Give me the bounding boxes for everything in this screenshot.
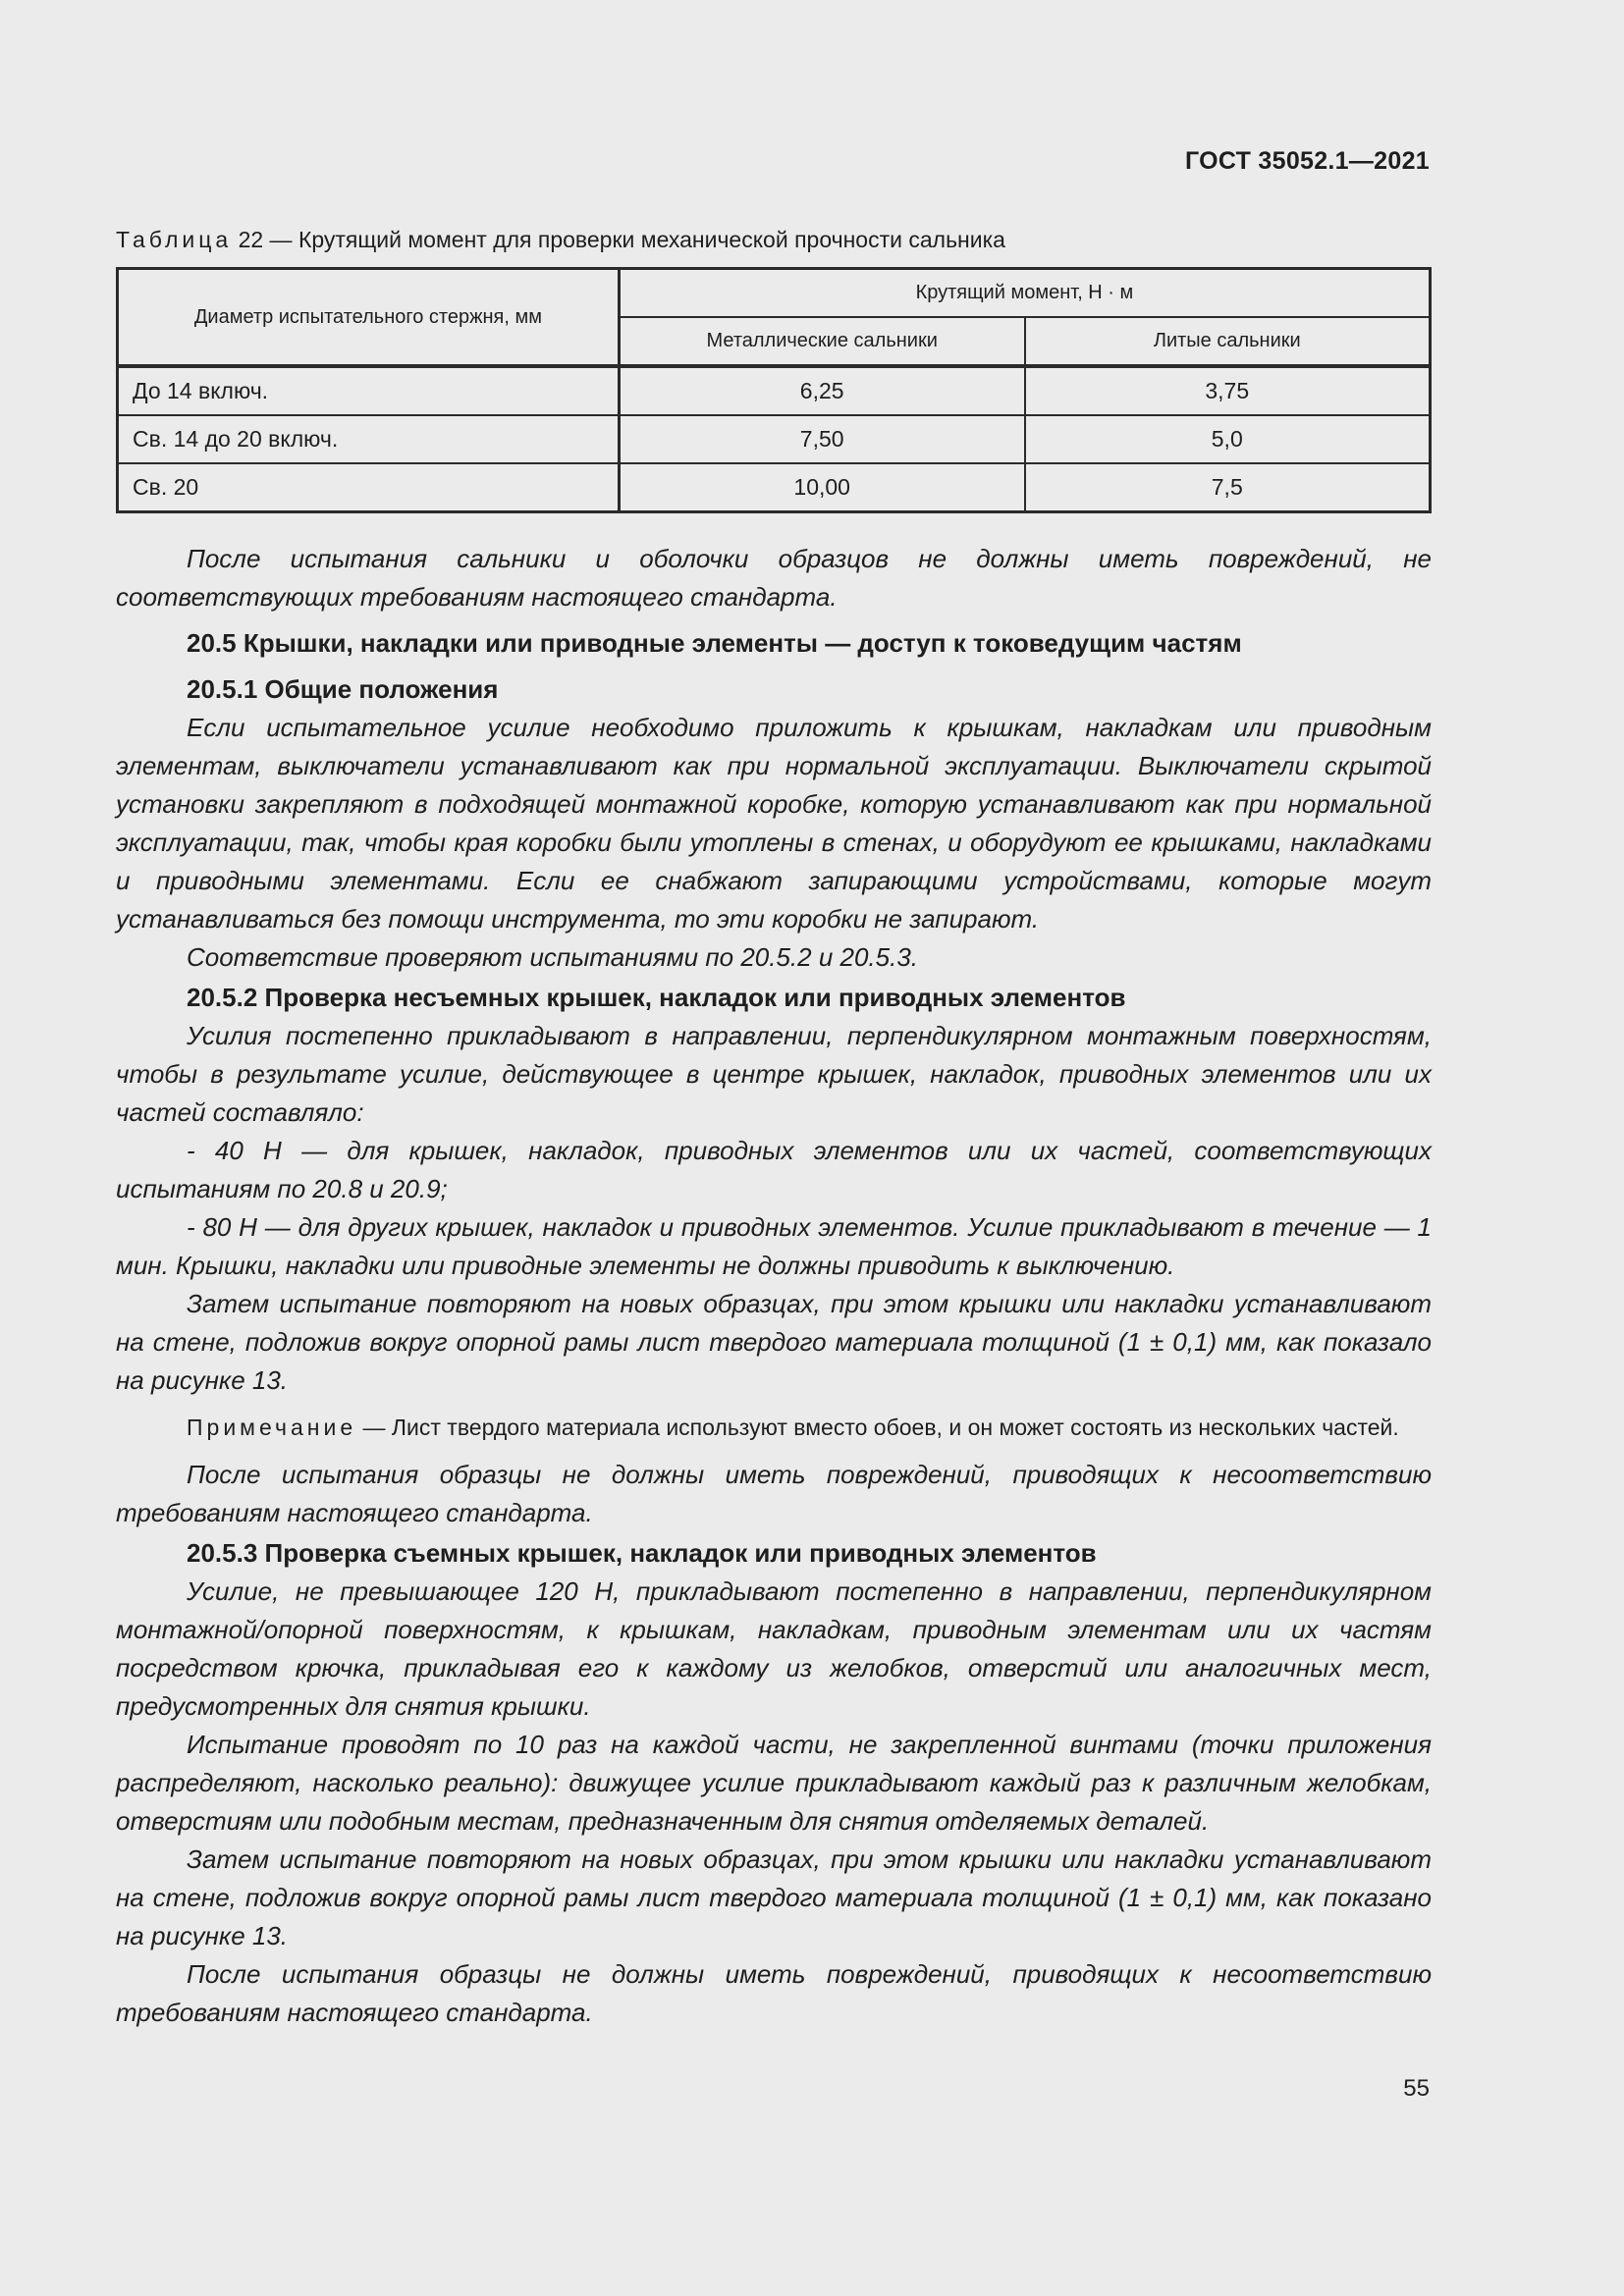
table-caption-label: Таблица (116, 227, 233, 252)
section-heading-20-5: 20.5 Крышки, накладки или приводные элементы — доступ к токоведущим частям (187, 628, 1242, 658)
paragraph: Если испытательное усилие необходимо приложить к крышкам, накладкам или приводным элементам, выключатели устанавливают как при нормальной эксплуатации. Выключатели скрытой установки закрепляют в подходящей монтажной коробке, которую устанавливают как при нормальной эксплуатации, так, чтобы края коробки были утоплены в стенах, и оборудуют ее крышками, накладками и приводными элементами. Если ее снабжают запирающими устройствами, которые могут устанавливаться без помощи инструмента, то эти коробки не запирают. (116, 713, 1432, 934)
cell-metal: 7,50 (619, 415, 1024, 463)
document-header: ГОСТ 35052.1—2021 (1184, 147, 1430, 175)
paragraph: Усилие, не превышающее 120 Н, прикладывают постепенно в направлении, перпендикулярном монтажной/опорной поверхностям, к крышкам, накладкам, приводным элементам или их частям посредством крючка, прикладывая его к каждому из желобков, отверстий или аналогичных мест, предусмотренных для снятия крышки. (116, 1576, 1432, 1721)
list-item: - 80 Н — для других крышек, накладок и приводных элементов. Усилие прикладывают в течение — 1 мин. Крышки, накладки или приводные элементы не должны приводить к выключению. (116, 1212, 1432, 1280)
section-heading-20-5-1: 20.5.1 Общие положения (187, 674, 499, 704)
table-row (118, 463, 1431, 512)
header-torque: Крутящий момент, Н · м (619, 269, 1430, 318)
section-heading-20-5-3: 20.5.3 Проверка съемных крышек, накладок или приводных элементов (187, 1538, 1097, 1568)
header-diameter: Диаметр испытательного стержня, мм (118, 269, 620, 367)
paragraph: Соответствие проверяют испытаниями по 20.5.2 и 20.5.3. (187, 942, 919, 972)
cell-cast: 5,0 (1025, 415, 1431, 463)
cell-cast: 3,75 (1025, 366, 1431, 415)
page-number: 55 (1403, 2075, 1430, 2102)
paragraph: Усилия постепенно прикладывают в направлении, перпендикулярном монтажным поверхностям, чтобы в результате усилие, действующее в центре крышек, накладок, приводных элементов или их частей составляло: (116, 1021, 1432, 1127)
note-label: Примечание (187, 1415, 357, 1440)
table-row (118, 415, 1431, 463)
paragraph: Затем испытание повторяют на новых образцах, при этом крышки или накладки устанавливают на стене, подложив вокруг опорной рамы лист твердого материала толщиной (1 ± 0,1) мм, как показано на рисунке 13. (116, 1844, 1432, 1950)
table-caption (116, 227, 1005, 253)
cell-cast: 7,5 (1025, 463, 1431, 512)
cell-metal: 6,25 (619, 366, 1024, 415)
paragraph: После испытания сальники и оболочки образцов не должны иметь повреждений, не соответствующих требованиям настоящего стандарта. (116, 544, 1432, 612)
note-text: — Лист твердого материала используют вместо обоев, и он может состоять из нескольких частей. (356, 1415, 1399, 1440)
torque-table (116, 267, 1432, 513)
body-text (116, 540, 1432, 2032)
cell-diameter: Св. 20 (118, 463, 620, 512)
header-metal: Металлические сальники (619, 317, 1024, 366)
paragraph: Испытание проводят по 10 раз на каждой части, не закрепленной винтами (точки приложения распределяют, насколько реально): движущее усилие прикладывают каждый раз к различным желобкам, отверстиям или подобным местам, предназначенным для снятия отделяемых деталей. (116, 1730, 1432, 1836)
table-row (118, 366, 1431, 415)
table-caption-text: 22 — Крутящий момент для проверки механической прочности сальника (238, 227, 1005, 252)
note (116, 1412, 1432, 1444)
paragraph: Затем испытание повторяют на новых образцах, при этом крышки или накладки устанавливают на стене, подложив вокруг опорной рамы лист твердого материала толщиной (1 ± 0,1) мм, как показало на рисунке 13. (116, 1289, 1432, 1395)
cell-diameter: Св. 14 до 20 включ. (118, 415, 620, 463)
header-cast: Литые сальники (1025, 317, 1431, 366)
list-item: - 40 Н — для крышек, накладок, приводных элементов или их частей, соответствующих испытаниям по 20.8 и 20.9; (116, 1136, 1432, 1203)
paragraph: После испытания образцы не должны иметь повреждений, приводящих к несоответствию требованиям настоящего стандарта. (116, 1460, 1432, 1527)
section-heading-20-5-2: 20.5.2 Проверка несъемных крышек, накладок или приводных элементов (187, 983, 1126, 1012)
paragraph: После испытания образцы не должны иметь повреждений, приводящих к несоответствию требованиям настоящего стандарта. (116, 1959, 1432, 2027)
cell-diameter: До 14 включ. (118, 366, 620, 415)
cell-metal: 10,00 (619, 463, 1024, 512)
